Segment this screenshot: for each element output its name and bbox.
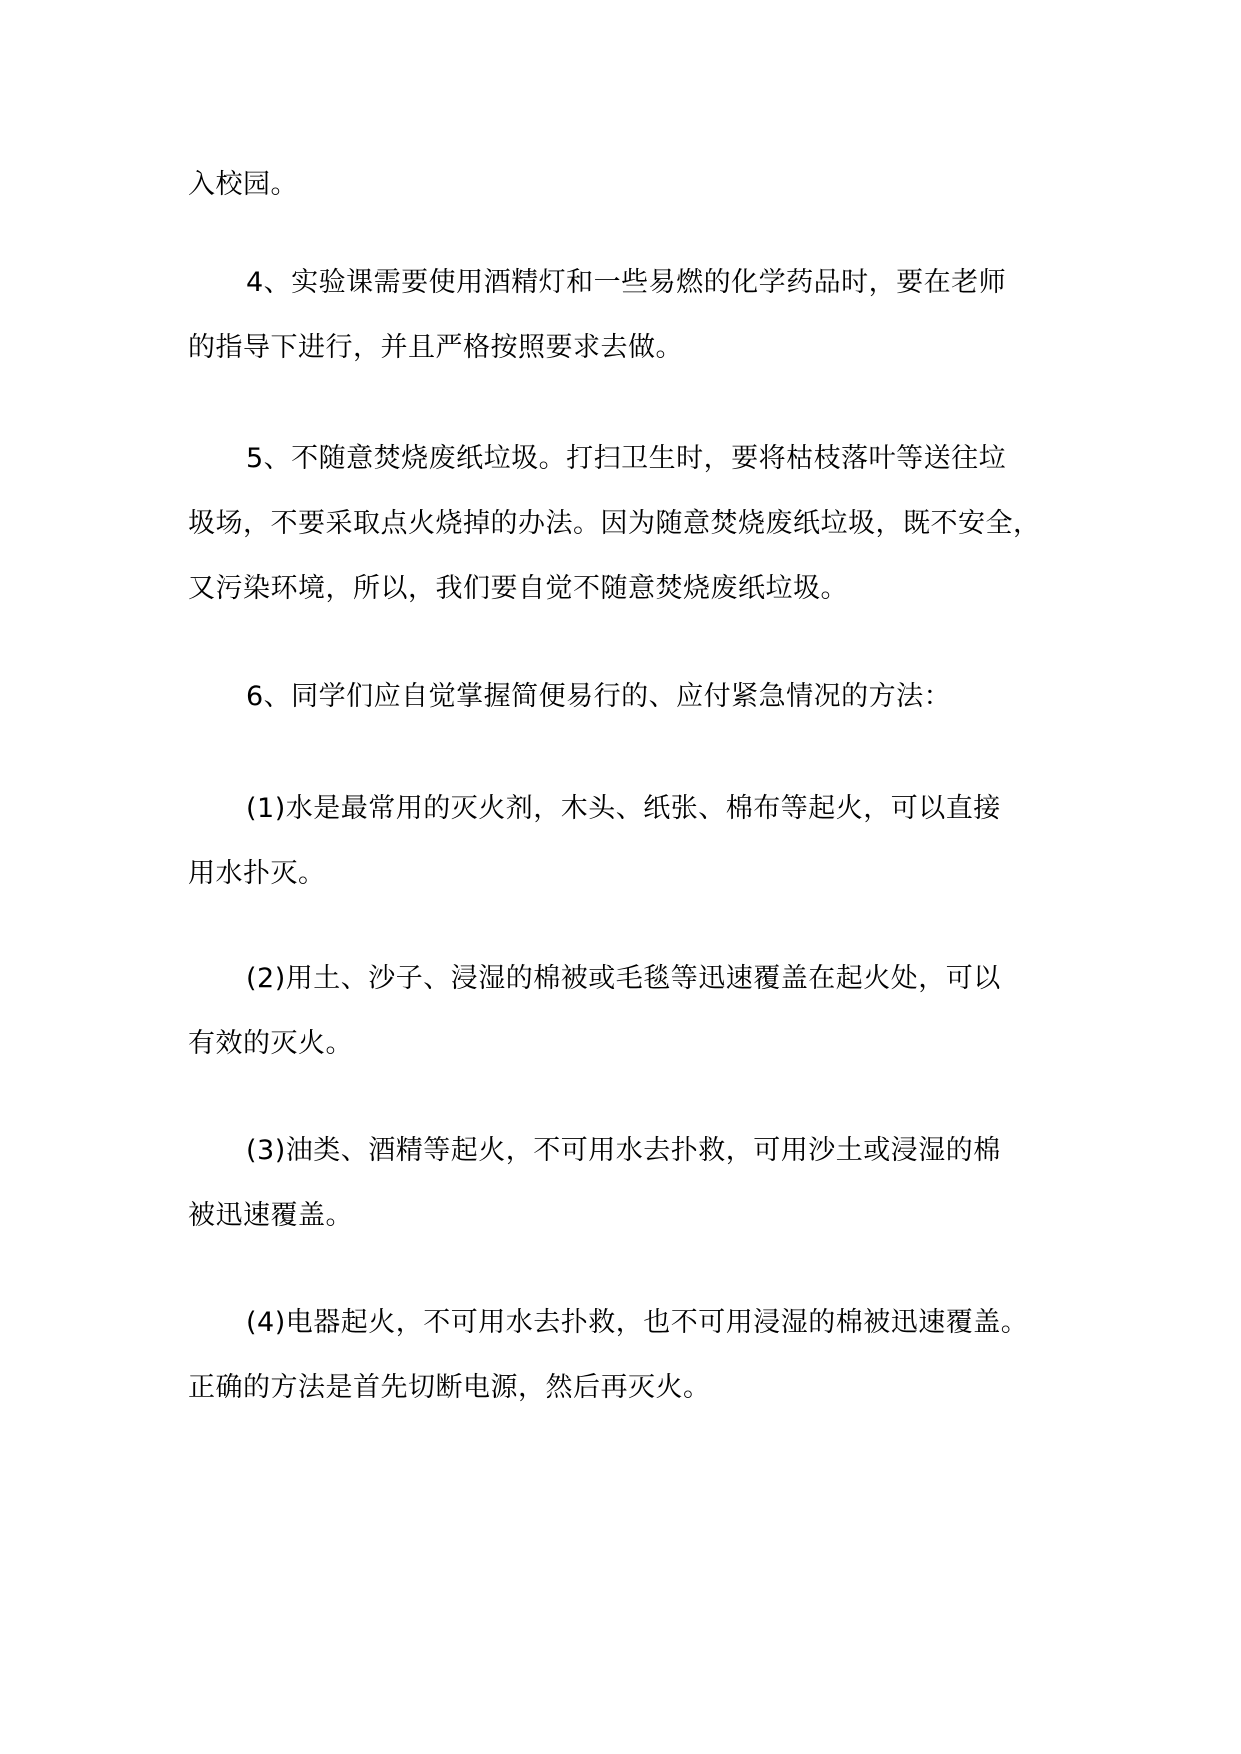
paragraph-line: 有效的灭火。 (188, 1028, 353, 1059)
paragraph-line: 圾场，不要采取点火烧掉的办法。因为随意焚烧废纸垃圾，既不安全， (188, 508, 1041, 539)
paragraph-line: 入校园。 (188, 169, 298, 200)
paragraph-line: (4)电器起火，不可用水去扑救，也不可用浸湿的棉被迅速覆盖。 (246, 1307, 1029, 1338)
paragraph-line: 4、实验课需要使用酒精灯和一些易燃的化学药品时，要在老师 (246, 267, 1007, 298)
paragraph-line: 又污染环境，所以，我们要自觉不随意焚烧废纸垃圾。 (188, 573, 848, 604)
paragraph-method-4 (188, 1290, 1068, 1420)
paragraph-line: 的指导下进行，并且严格按照要求去做。 (188, 332, 683, 363)
paragraph-line: (3)油类、酒精等起火，不可用水去扑救，可用沙土或浸湿的棉 (246, 1135, 1001, 1166)
paragraph-line: 被迅速覆盖。 (188, 1200, 353, 1231)
paragraph-line: 5、不随意焚烧废纸垃圾。打扫卫生时，要将枯枝落叶等送往垃 (246, 443, 1007, 474)
paragraph-item-4 (188, 250, 1068, 380)
paragraph-method-3 (188, 1118, 1068, 1248)
paragraph-continuation (188, 152, 1068, 217)
paragraph-item-6 (188, 664, 1068, 729)
paragraph-line: 正确的方法是首先切断电源，然后再灭火。 (188, 1372, 711, 1403)
paragraph-line: (2)用土、沙子、浸湿的棉被或毛毯等迅速覆盖在起火处，可以 (246, 963, 1001, 994)
paragraph-method-1 (188, 776, 1068, 906)
paragraph-line: 用水扑灭。 (188, 858, 326, 889)
paragraph-item-5 (188, 426, 1068, 621)
paragraph-line: (1)水是最常用的灭火剂，木头、纸张、棉布等起火，可以直接 (246, 793, 1001, 824)
paragraph-method-2 (188, 946, 1068, 1076)
paragraph-line: 6、同学们应自觉掌握简便易行的、应付紧急情况的方法： (246, 681, 952, 712)
